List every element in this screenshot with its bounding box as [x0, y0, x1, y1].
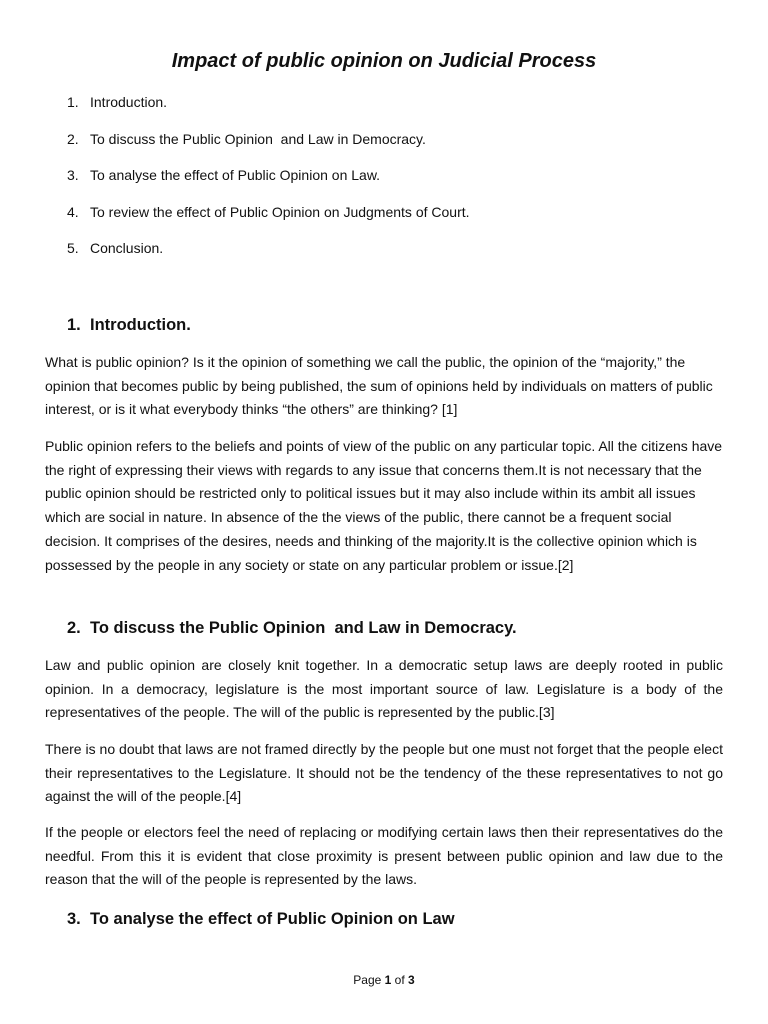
total-pages-number: 3 — [408, 973, 415, 987]
toc-item-number: 2. — [67, 130, 79, 147]
toc-item-number: 1. — [67, 94, 79, 110]
section-title: To analyse the effect of Public Opinion on Law — [90, 910, 455, 928]
paragraph: Law and public opinion are closely knit together. In a democratic setup laws are deeply rooted in public opinion. In a democracy, legislature is the most important source of law. Legislature is a body of the representatives of the people. The will of the public is represented by the public.[3] — [45, 657, 723, 721]
page-of-label: of — [394, 973, 405, 987]
paragraph: If the people or electors feel the need of replacing or modifying certain laws then their representatives do the needful. From this it is evident that close proximity is present between public opinion and law due to the reason that the will of the people is represented by the laws. — [45, 824, 723, 888]
section-number: 3. — [67, 910, 81, 928]
toc-item — [67, 165, 470, 202]
section-heading-public-opinion-law-democracy — [67, 617, 517, 639]
table-of-contents — [67, 92, 470, 275]
page-footer — [0, 971, 768, 989]
current-page-number: 1 — [384, 973, 392, 987]
paragraph: What is public opinion? Is it the opinion of something we call the public, the opinion of the “majority,” the opinion that becomes public by being published, the sum of opinions held by individuals on matters of public interest, or is it what everybody thinks “the others” are thinking? [1] — [45, 354, 713, 418]
toc-item-number: 3. — [67, 167, 79, 183]
paragraph: There is no doubt that laws are not framed directly by the people but one must not forget that the people elect their representatives to the Legislature. It should not be the tendency of the these representatives to not go against the will of the people.[4] — [45, 741, 723, 805]
toc-item-number: 5. — [67, 240, 79, 256]
toc-item-text: To analyse the effect of Public Opinion on Law. — [90, 167, 381, 183]
toc-item — [67, 92, 470, 129]
toc-item-text: Conclusion. — [90, 240, 164, 256]
toc-item-text: Introduction. — [90, 94, 168, 110]
section-title: Introduction. — [90, 316, 191, 334]
page-label: Page — [353, 973, 382, 987]
section-number: 2. — [67, 619, 81, 637]
toc-item-number: 4. — [67, 203, 79, 220]
section-heading-introduction — [67, 314, 191, 336]
section-number: 1. — [67, 316, 81, 334]
toc-item-text: To discuss the Public Opinion and Law in Democracy. — [90, 130, 426, 147]
paragraph: Public opinion refers to the beliefs and points of view of the public on any particular topic. All the citizens have the right of expressing their views with regards to any issue that concerns them.It is not necessary that the public opinion should be restricted only to political issues but it may also include within its ambit all issues which are social in nature. In absence of the the views of the public, there cannot be a frequent social decision. It comprises of the desires, needs and thinking of the majority.It is the collective opinion which is possessed by the people in any society or state on any particular problem or issue.[2] — [45, 438, 723, 573]
section-heading-effect-on-law — [67, 908, 455, 930]
document-title: Impact of public opinion on Judicial Process — [171, 50, 597, 72]
toc-item — [67, 238, 470, 275]
section-title: To discuss the Public Opinion and Law in Democracy. — [90, 619, 517, 637]
toc-item-text: To review the effect of Public Opinion on Judgments of Court. — [90, 203, 470, 220]
toc-item — [67, 129, 470, 166]
toc-item — [67, 202, 470, 239]
